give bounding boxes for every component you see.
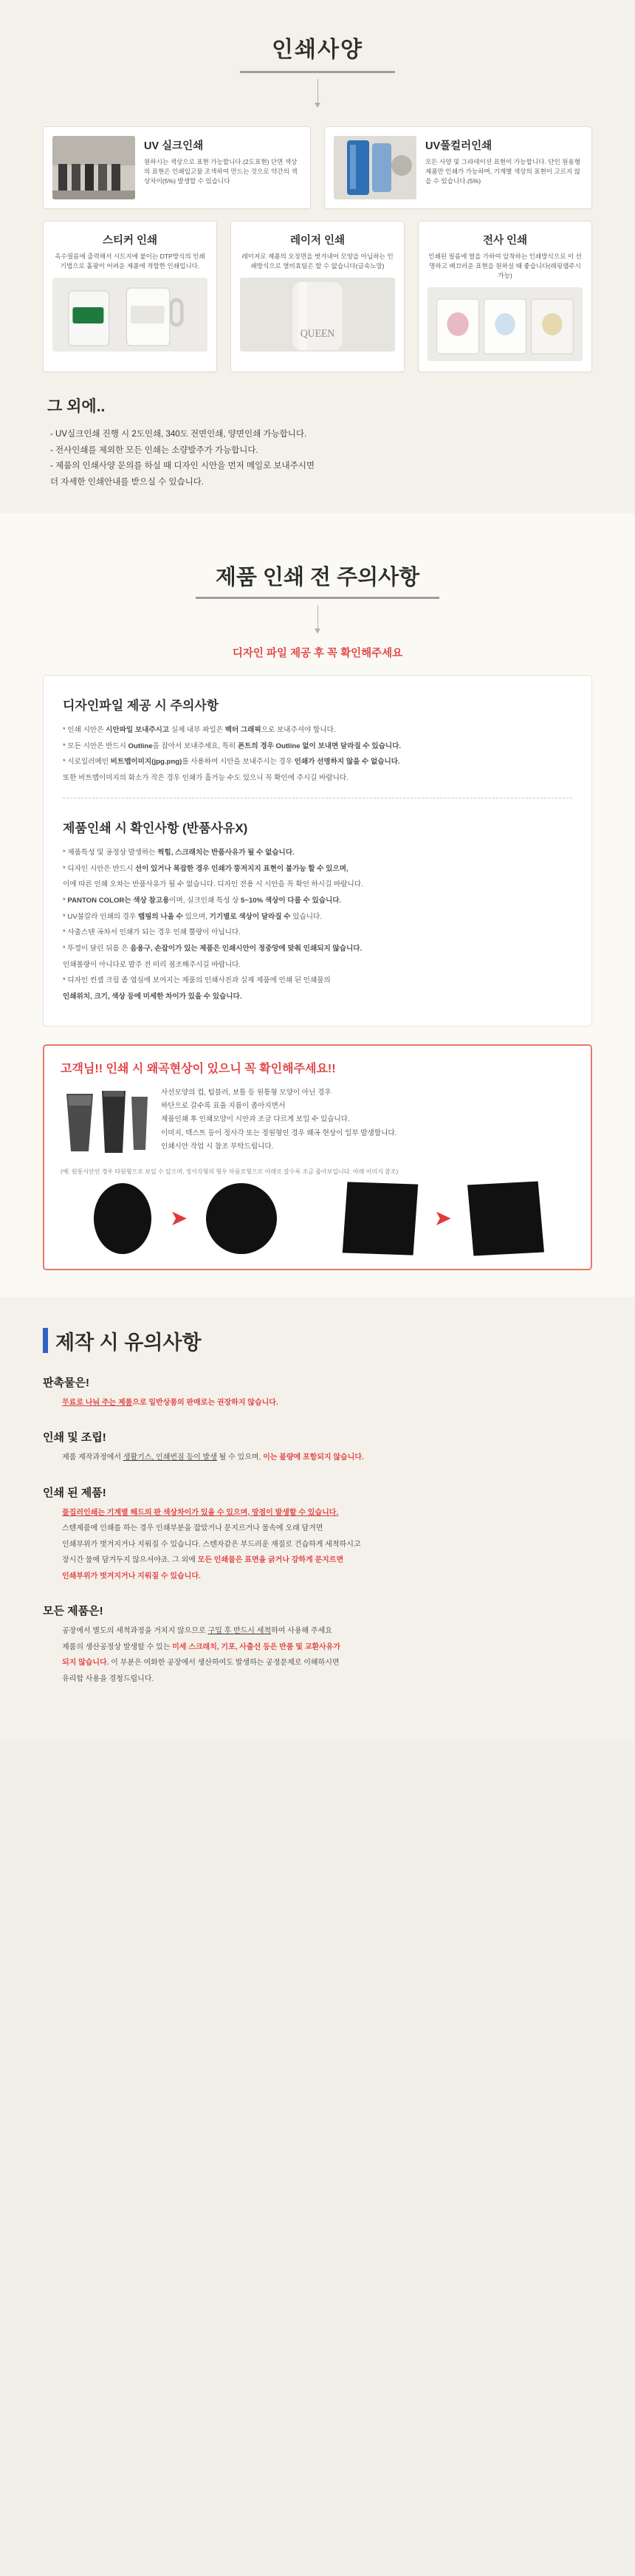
shape-oval-before bbox=[94, 1183, 151, 1254]
sticker-photo bbox=[52, 278, 207, 352]
etc-list bbox=[43, 427, 592, 491]
section-pre-print-cautions bbox=[0, 513, 635, 1297]
block-all-products bbox=[43, 1603, 592, 1686]
warning-text bbox=[161, 1086, 397, 1154]
etc-block bbox=[43, 394, 592, 491]
uv-silk-heading: UV 실크인쇄 bbox=[144, 140, 204, 152]
cup-shapes-icon bbox=[61, 1086, 149, 1157]
block-line: 유리합 사용을 경청드립니다. bbox=[62, 1674, 154, 1683]
card-uv-fullcolor bbox=[324, 126, 592, 209]
etc-item: 더 자세한 인쇄안내를 받으실 수 있습니다. bbox=[50, 478, 205, 487]
box1-note: * 인쇄 시안은 시안파일 보내주시고 실제 내부 파일은 벡터 그래픽으로 보내주셔야 합니다. bbox=[63, 726, 336, 735]
card-transfer bbox=[418, 221, 592, 372]
section1-header bbox=[0, 18, 635, 107]
uv-fullcolor-photo bbox=[334, 136, 416, 199]
page-title: 인쇄사양 bbox=[272, 38, 363, 62]
laser-heading: 레이저 인쇄 bbox=[289, 235, 346, 247]
box2-note: 이에 따른 인쇄 오차는 반품사유가 될 수 없습니다. 디자인 전용 시 시안을 꼭 확인 하시길 바랍니다. bbox=[63, 880, 363, 889]
tumbler-illustration bbox=[61, 1086, 149, 1157]
transfer-photo bbox=[428, 287, 583, 361]
etc-item: - 제품의 인쇄사양 문의를 하실 때 디자인 시안을 먼저 메일로 보내주시면 bbox=[50, 462, 315, 471]
laser-body: 레이저로 제품의 오징면을 벗겨내어 모양을 아닙하는 인쇄방식으로 열비효팀은 할 수 없습니다(금속노말) bbox=[241, 253, 394, 270]
warning-footnote: (예: 원통시안인 경우 타원형으로 보일 수 있으며, 정사각형의 형우 마름모형으로 아래로 갈수록 조금 좁아보입니다. 아래 이미지 참조) bbox=[61, 1168, 399, 1175]
uv-silk-photo bbox=[52, 136, 135, 199]
block-heading: 판촉물은! bbox=[43, 1376, 89, 1389]
box1-title: 디자인파일 제공 시 주의사항 bbox=[63, 699, 219, 713]
block-line: 제품 제작과정에서 생활기스, 인쇄번짐 등이 발생 될 수 있으며, 이는 불량에 포함되지 않습니다. bbox=[62, 1453, 364, 1462]
laser-photo bbox=[240, 278, 395, 352]
box2-note: * UV불칼라 인쇄의 경우 랩핑의 나올 수 있으며, 기기별로 색상이 달라질 수 있습니다. bbox=[63, 912, 322, 921]
block-line: 스텐제품에 인쇄를 하는 경우 인쇄부분을 잡았거나 문지르거나 물속에 오래 담겨면 bbox=[62, 1524, 323, 1533]
box2-note: * 디자인 컨셉 크림 좀 엽심에 보여지는 제품의 인쇄사진과 실제 제품에 인쇄 된 인쇄물의 bbox=[63, 976, 331, 985]
box2-note: 인쇄볼량이 아니다로 발주 전 미리 점조해주시길 바랍니다. bbox=[63, 960, 241, 969]
box2-title: 제품인쇄 시 확인사항 (반품사유X) bbox=[63, 821, 248, 835]
warning-line: 이미지, 텍스트 등이 정사각 또는 정원형인 경우 왜곡 현상이 일부 발생합니다. bbox=[161, 1128, 397, 1137]
uv-silk-image bbox=[52, 136, 135, 199]
section-print-spec bbox=[0, 0, 635, 513]
laser-image bbox=[240, 278, 395, 352]
block-line: 물집러인쇄는 기계별 헤드의 판 색상차이가 있을 수 있으며, 망점이 발생할 수 있습니다. bbox=[62, 1508, 339, 1517]
box2-note: * 제품특성 및 공정상 발생하는 찍힘, 스크래치는 반품사유가 될 수 없습니다. bbox=[63, 848, 295, 857]
box1-note: * 모든 시안은 반드시 Outline을 잡아서 보내주세요, 특히 폰트의 경우 Outline 없이 보내면 달라질 수 있습니다. bbox=[63, 741, 402, 750]
transfer-heading: 전사 인쇄 bbox=[482, 235, 528, 247]
warning-line: 인쇄시안 작업 시 참조 부탁드립니다. bbox=[161, 1142, 274, 1151]
block-print-assembly bbox=[43, 1429, 592, 1465]
title-underline bbox=[240, 71, 395, 73]
box2-note: * 뚜껑이 달린 뒤름 은 음용구, 손잡이가 있는 제품은 인쇄시안이 정중앙에 맞춰 인쇄되지 않습니다. bbox=[63, 945, 363, 953]
transfer-image bbox=[428, 287, 583, 361]
accent-bar bbox=[43, 1328, 48, 1353]
svg-text:QUEEN: QUEEN bbox=[300, 327, 335, 340]
shape-square-after bbox=[467, 1181, 544, 1256]
sticker-heading: 스티커 인쇄 bbox=[102, 235, 158, 247]
cards-top bbox=[43, 126, 592, 209]
warning-line: 하단으로 갈수록 표율 지름이 좁아지면서 bbox=[161, 1102, 286, 1111]
uv-fullcolor-heading: UV풀컬러인쇄 bbox=[425, 140, 492, 152]
shape-square-before bbox=[343, 1182, 418, 1255]
section2-title-underline bbox=[196, 597, 439, 599]
block-printed-product bbox=[43, 1484, 592, 1584]
etc-title: 그 외에.. bbox=[47, 397, 106, 415]
cards-bottom bbox=[43, 221, 592, 372]
block-line: 인쇄부위가 벗겨지거나 지워질 수 있습니다. 스텐자같은 부드러운 재질로 건습하게 세척하시고 bbox=[62, 1540, 361, 1549]
arrow-right-icon: ➤ bbox=[435, 1207, 451, 1230]
uv-silk-text bbox=[144, 136, 301, 186]
uv-fullcolor-text bbox=[425, 136, 583, 186]
box2-note: * PANTON COLOR는 색상 참고용이며, 실크인쇄 특성 상 5~10% 색상이 다를 수 있습니다. bbox=[63, 896, 342, 905]
sticker-image bbox=[52, 278, 207, 352]
block-line: 제품의 생산공정상 발생할 수 있는 미세 스크래치, 기포, 사출선 등은 반품 및 교환사유가 bbox=[62, 1642, 341, 1651]
arrow-right-icon: ➤ bbox=[171, 1207, 187, 1230]
section3-title: 제작 시 유의사항 bbox=[55, 1331, 202, 1354]
block-line: 공장에서 별도의 세척과정을 거치지 않으므로 구입 후 반드시 세척하여 사용해 주세요 bbox=[62, 1627, 332, 1636]
card-sticker bbox=[43, 221, 217, 372]
block-heading: 인쇄 된 제품! bbox=[43, 1486, 106, 1499]
warning-row bbox=[61, 1086, 574, 1157]
block-heading: 모든 제품은! bbox=[43, 1605, 103, 1618]
section3-header bbox=[43, 1326, 592, 1355]
card-laser bbox=[230, 221, 405, 372]
etc-item: - UV실크인쇄 진행 시 2도인쇄, 340도 전면인쇄, 양면인쇄 가능합니다. bbox=[50, 429, 307, 439]
warning-line: 사선모양의 컵, 텀블러, 보틀 등 원통형 모양이 아닌 경우 bbox=[161, 1088, 332, 1097]
uv-silk-body: 원하시는 색상으로 표현 가능합니다.(2도표현) 단면 색상의 표현은 인쇄입고물 조색하여 만드는 것으로 약간의 색상차이(5%) 발생할 수 있습니다 bbox=[144, 158, 298, 185]
block-promotional bbox=[43, 1374, 592, 1411]
box2-note: * 디자인 시안은 반드시 선이 있거나 복잡한 경우 인쇄가 뚱저지지 표현이 불가능 할 수 있으며, bbox=[63, 864, 349, 873]
distortion-warning-box bbox=[43, 1044, 592, 1270]
card-uv-silk bbox=[43, 126, 311, 209]
warning-title: 고객님!! 인쇄 시 왜곡현상이 있으니 꼭 확인해주세요!! bbox=[61, 1062, 336, 1075]
etc-item: - 전사인쇄를 제외한 모든 인쇄는 소량발주가 가능합니다. bbox=[50, 445, 258, 455]
block-line: 되지 않습니다. 이 부분은 여화한 공장에서 생산하여도 발생하는 공정문제로 이해하시면 bbox=[62, 1659, 340, 1668]
transfer-body: 인쇄된 필름에 열을 가하여 압착하는 인쇄방식으로 이 선명하고 배끄러운 표현을 원하실 때 좋습니다(래핑랩주시가능) bbox=[428, 253, 582, 279]
shape-circle-after bbox=[206, 1183, 277, 1254]
warning-line: 제품인쇄 후 인쇄모양이 시안과 조금 다르게 보일 수 있습니다. bbox=[161, 1115, 350, 1124]
section2-title: 제품 인쇄 전 주의사항 bbox=[215, 566, 420, 590]
box1-note: * 시로일러메인 비트맵이미지(jpg.png)를 사용하여 시안을 보내주시는 경우 인쇄가 선명하지 않을 수 없습니다. bbox=[63, 758, 400, 767]
box2-note: 인쇄위치, 크기, 색상 등에 미세한 차이가 있을 수 있습니다. bbox=[63, 993, 242, 1001]
uv-fullcolor-image bbox=[334, 136, 416, 199]
block-line: 장시간 물에 담겨두지 않으셔야죠. 그 외에 모든 인쇄물은 표면을 긁거나 강하게 문지르면 bbox=[62, 1556, 344, 1565]
distortion-examples bbox=[61, 1183, 574, 1254]
block-heading: 인쇄 및 조립! bbox=[43, 1431, 106, 1445]
box2-note: * 사출스텐 곡차서 인쇄가 되는 경우 인쇄 뿔량이 아닙니다. bbox=[63, 928, 241, 937]
sticker-body: 옥수필름에 출력해서 시트지에 붙이는 DTP방식의 인쇄기법으로 홀팡이 어려운 제품에 적합한 인쇄입니다. bbox=[55, 253, 205, 270]
section2-subtitle: 디자인 파일 제공 후 꼭 확인해주세요 bbox=[232, 648, 403, 660]
design-file-box bbox=[43, 675, 592, 1027]
block-line: 무료로 나눠 주는 제품으로 일반상품의 판매로는 권장하지 않습니다. bbox=[62, 1398, 278, 1407]
uv-fullcolor-body: 모든 사양 및 그라데이션 표현이 가능합니다. 단인 원용형 제품만 인쇄가 가능하며, 기계별 색상의 표현이 고르지 않을 수 있습니다.(5%) bbox=[425, 158, 581, 185]
block-line: 인쇄부위가 벗겨지거나 지워질 수 있습니다. bbox=[62, 1572, 201, 1580]
box1-note: 또한 비트맵이미지의 화소가 작은 경우 인쇄가 흘거능 수도 있으니 꼭 확인에 주시길 바랍니다. bbox=[63, 774, 349, 783]
section2-header bbox=[0, 538, 635, 633]
section-manufacturing-notes bbox=[0, 1297, 635, 1743]
